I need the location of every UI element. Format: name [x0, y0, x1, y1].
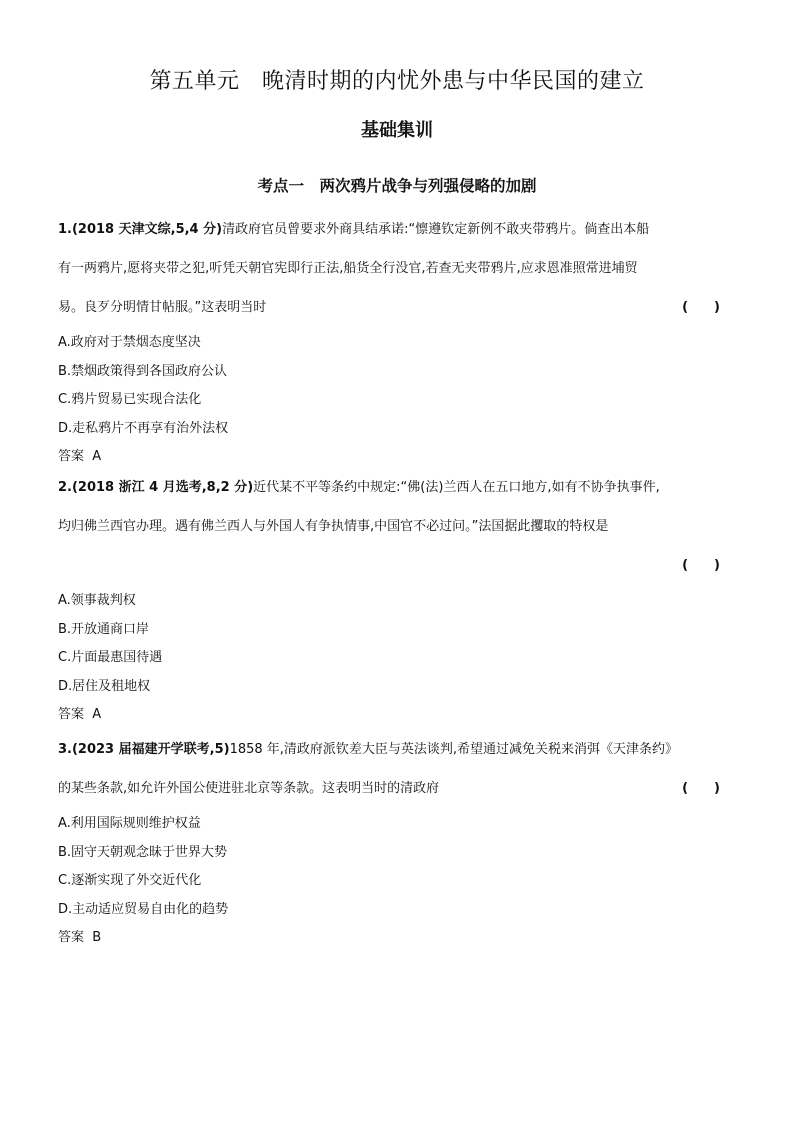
section-title: 基础集训: [361, 120, 433, 141]
question-1-stem-part-3: 易。良歹分明情甘帖服。”这表明当时: [58, 300, 267, 315]
option-a: A.利用国际规则维护权益: [58, 816, 201, 831]
question-1-line-1: [58, 210, 738, 249]
question-3-line-2: [58, 769, 738, 808]
question-2-line-1: [58, 468, 738, 507]
question-3-stem-part-1: 1858 年,清政府派钦差大臣与英法谈判,希望通过减免关税来消弭《天津条约》: [229, 742, 679, 757]
answer-value: A: [92, 707, 102, 723]
question-2: [58, 468, 738, 730]
topic-title: 考点一 两次鸦片战争与列强侵略的加剧: [257, 177, 537, 195]
option-b: B.开放通商口岸: [58, 621, 150, 637]
answer-value: B: [92, 930, 102, 946]
question-1: [58, 210, 738, 472]
answer-bracket: ( ): [682, 300, 720, 315]
answer-bracket: ( ): [682, 558, 720, 573]
question-1-line-3: [58, 288, 738, 327]
question-3-stem-part-2: 的某些条款,如允许外国公使进驻北京等条款。这表明当时的清政府: [58, 781, 440, 796]
answer-value: A: [92, 449, 102, 465]
question-2-line-3: [58, 546, 738, 585]
answer-bracket: ( ): [682, 781, 720, 796]
question-2-source: 2.(2018 浙江 4 月选考,8,2 分): [58, 480, 254, 495]
answer-label: 答案: [58, 449, 85, 465]
option-c: C.逐渐实现了外交近代化: [58, 873, 202, 889]
answer-label: 答案: [58, 930, 85, 946]
option-b: B.禁烟政策得到各国政府公认: [58, 363, 228, 379]
question-3-answer: [58, 924, 738, 953]
question-2-answer: [58, 701, 738, 730]
option-a: A.领事裁判权: [58, 593, 136, 608]
option-c: C.片面最惠国待遇: [58, 650, 163, 666]
option-b: B.固守天朝观念昧于世界大势: [58, 844, 228, 860]
question-2-line-2: 均归佛兰西官办理。遇有佛兰西人与外国人有争执情事,中国官不必过问。”法国据此攫取的特权是: [58, 519, 609, 534]
option-d: D.居住及租地权: [58, 678, 151, 694]
question-3-line-1: [58, 730, 738, 769]
option-d: D.主动适应贸易自由化的趋势: [58, 901, 229, 917]
unit-title: 第五单元 晚清时期的内忧外患与中华民国的建立: [149, 69, 645, 94]
answer-label: 答案: [58, 707, 85, 723]
question-3-source: 3.(2023 届福建开学联考,5): [58, 742, 230, 757]
question-1-stem-part-1: 清政府官员曾要求外商具结承诺:“懔遵钦定新例不敢夹带鸦片。倘查出本船: [222, 222, 650, 237]
option-a: A.政府对于禁烟态度坚决: [58, 335, 201, 350]
question-1-line-2: 有一两鸦片,愿将夹带之犯,听凭天朝官宪即行正法,船货全行没官,若查无夹带鸦片,应求恩准照常进埔贸: [58, 261, 638, 276]
option-d: D.走私鸦片不再享有治外法权: [58, 420, 229, 436]
question-1-source: 1.(2018 天津文综,5,4 分): [58, 222, 223, 237]
question-3: [58, 730, 738, 953]
question-2-stem-part-1: 近代某不平等条约中规定:“佛(法)兰西人在五口地方,如有不协争执事件,: [253, 480, 660, 495]
option-c: C.鸦片贸易已实现合法化: [58, 392, 202, 408]
